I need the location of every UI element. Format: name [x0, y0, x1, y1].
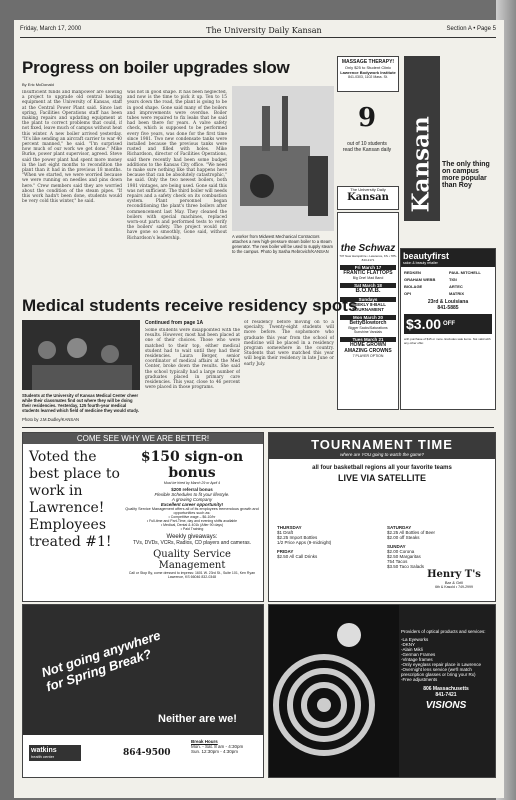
story1-col2: was not in good shape. It has been neglected, and now is the time to pick it up. Ten to 15 years down the road, the plant is going to be in good shape. Gone said many of the boilers and improvements were overdue. Boiler tubes were repaired to fix leaks that he said had been there for years. A valve safety check, which is supposed to be performed every five years, was done for the first time since 1981. Two new condensate tanks were installed because the previous tanks were rusted and filled with holes. Mike Richardson, director of Facilities Operations, said there recently had been some budget additions to the Kansas City office. "We need to make sure nothing like that happens here because that can be absolutely catastrophic," he said. Only the two newest boilers, both 1981 vintages, are being used. Gone said this was not sufficient. The third boiler will needs repairs and a safety check on its combustion system. Plant personnel began reconditioning the plant's three boilers after commencement last May. They cleaned the boilers with special machines, replaced worn-out parts and performed tests to verify the boilers' safety. The project would not have gone so smoothly, Gone said, without Richardson's leadership. [127, 90, 227, 241]
boiler-illustration [232, 86, 334, 231]
beauty-brand: BIOLAGE [404, 284, 423, 289]
story2-continued: Continued from page 1A [145, 320, 204, 326]
schwaz-tues: Tues March 21 [340, 337, 396, 342]
beauty-name: beautyfirst [403, 251, 450, 261]
kansan-masthead-band [404, 56, 440, 221]
story2-col2: of residency before moving on to a specialty. Twenty-eight students will move before. The sophomore who graduate this year from the school of medicine will be placed in a residency program somewhere in the country. Students that were matched this year will begin their residency in late June or early July. [244, 320, 334, 367]
beauty-price-sub: OFF [443, 321, 456, 327]
qsm-growing: A growing Company [171, 497, 213, 502]
story2-col1: Some students were disappointed with the results. However, most had been placed at one of their choices. Those who were matched to their top, either medical student had to wait until they had their residencies. Laura Berger, senior coordinator of medical affairs at the Med Center, broke down the results. She said the school typically had a large number of graduates placed in primary care residencies. This year, close to 46 percent were placed in those programs. [145, 328, 240, 391]
saturday-specials [387, 530, 487, 540]
story1-col1: Insufficient funds and manpower are slowing a project to upgrade old central heating equipment at the University of Kansas, staff at the Central Power Plant said. Since last spring, Facilities Operations staff has been making repairs and updating equipment at the plant to correct problems that could, if not fixed, leave much of campus without heat this winter. A new boiler arrived yesterday. "It's like sending an aircraft carrier to war 40 percent manned," he said. "I'm surprised how much of our work we get done." Mike Burke, power plant supervisor, agreed. Steve said the power plant had spent more money in the last eight months to recondition the plant than it had in the previous 18 months. "When we started, we were worried because we were running on needles and pins down here." Crew members said they are worried about the condition of the steam pipes. "If this work hadn't been done, students would be very cold this winter," he said. [22, 90, 122, 205]
visions-phone: 841-7421 [435, 692, 457, 698]
watkins-hours-title: Break Hours [191, 739, 218, 744]
watkins-health: watkins [31, 747, 57, 754]
header-date: Friday, March 17, 2000 [20, 26, 82, 32]
saturday-label: SATURDAY [387, 525, 412, 530]
visions-service-item: -Only eyeglass repair place in Lawrence [401, 662, 482, 667]
beauty-sub: salon & beauty retailer [403, 261, 438, 265]
beauty-brand: ARTEC [449, 284, 463, 289]
boiler-photo [232, 86, 334, 231]
qsm-quality: Quality Service Management offers all of its employees tremendous growth and opportunities such as: [125, 507, 259, 515]
kansan-small-logo [337, 186, 399, 210]
tournament-live: LIVE VIA SATELLITE [337, 473, 426, 483]
watkins-mon: Mon. - Sat. [191, 744, 214, 749]
qsm-benefit-item: • Paid Training [180, 527, 204, 531]
beauty-brand: REDKEN [404, 270, 421, 275]
schwaz-band4b: 7 PLAYER OPTION [352, 354, 384, 358]
beauty-coupon[interactable] [404, 314, 492, 334]
qsm-referral: $200 referral bonus [171, 487, 213, 492]
schwaz-sunday: Sundays [340, 297, 396, 302]
schwaz-weekly: WEEKLY 8-BALL TOURNAMENT [349, 302, 386, 312]
qsm-banner: COME SEE WHY WE ARE BETTER! [23, 433, 263, 444]
schwaz-address: 737 New Hampshire • Lawrence, KS • 785-843-2171 [339, 254, 397, 262]
massage-phone: 841-0303, 1102 Mass. St. [348, 75, 388, 79]
schwaz-band1b: Big One! Mad Band [352, 276, 384, 280]
tournament-title: TOURNAMENT TIME [311, 437, 453, 452]
thursday-special: 1/2 Price Apps (9-midnight) [277, 540, 332, 545]
quality-service-ad[interactable] [22, 432, 264, 602]
beauty-brand: GRAHAM WEBB [404, 277, 436, 282]
sunday-special: $2.00 Corona [387, 549, 415, 554]
saturday-special: $2.00 off Steaks [387, 535, 420, 540]
qsm-flex: Flexible Schedules to fit your lifestyle. [154, 492, 230, 497]
watkins-sun: Sun. [191, 749, 201, 754]
qsm-apply: Call or Stop By, come dressed to impress: 1601 W. 23rd St., Suite 101, Ken Ryan Lawrence, KS 66046 832-0348 [128, 571, 256, 579]
massage-sub: Only $25 to Student Clinic [344, 65, 392, 70]
visions-service-item: -German Frames [401, 652, 436, 657]
saturday-special: $2.25 All Bottles of Beer [387, 530, 436, 535]
watkins-phone: 864-9500 [123, 748, 171, 758]
massage-ad[interactable] [337, 56, 399, 92]
beauty-price: $3.00 [406, 316, 442, 332]
henrys-name: Henry T's [427, 569, 481, 580]
qsm-career: Excellent career opportunity! [160, 502, 224, 507]
kansan-vertical-name: Kansan [407, 116, 435, 213]
story1-byline: By Eric McDonald [22, 82, 54, 87]
beauty-brand: OPI [404, 291, 411, 296]
visions-address: 806 Massachusetts [423, 686, 469, 692]
qsm-bonus: $150 sign-on bonus [140, 449, 244, 481]
visions-service-item: -Alain Mikli [401, 647, 423, 652]
kansan-ad [400, 56, 494, 226]
visions-service-item: -La Eyeworks [401, 637, 429, 642]
beautyfirst-ad[interactable] [400, 248, 496, 410]
watkins-sat-hours: 8 am - 4:30pm [214, 744, 244, 749]
qsm-benefit-item: • Medical, Dental & 401k (After 90 days) [160, 523, 224, 527]
friday-special: $2.50 All Call Drinks [277, 554, 318, 559]
sunday-specials [387, 549, 487, 569]
watkins-ad[interactable] [22, 604, 264, 778]
watkins-health-sub: health center [31, 754, 55, 759]
story2-headline: Medical students receive residency spots [22, 296, 358, 315]
schwaz-mon: Mon March 20 [340, 315, 396, 320]
watkins-neither: Neither are we! [158, 713, 237, 725]
visions-name: VISIONS [425, 700, 467, 711]
header-section: Section A • Page 5 [446, 26, 496, 32]
qsm-giveaways: TVs, DVDs, VCRs, Radios, CD players and cameras. [132, 540, 252, 546]
beauty-brand-list [401, 267, 495, 299]
thursday-label: THURSDAY [277, 525, 302, 530]
watkins-sun-hours: 12:30pm - 4:30pm [201, 749, 239, 754]
kansan-small-name: Kansan [347, 192, 389, 203]
readers-number: 9 [357, 103, 377, 133]
qsm-voted: Voted the best place to work in Lawrence! Employees treated #1! [29, 449, 120, 550]
sunday-label: SUNDAY [387, 544, 406, 549]
sunday-special: $2.50 Margaritas [387, 554, 421, 559]
beauty-brand: PAUL MITCHELL [449, 270, 481, 275]
page-header [20, 26, 496, 38]
qsm-benefit-item: • Full-time and Part-Time, day and evening shifts available [146, 519, 238, 523]
thursday-special: $2.25 Import Bottles [277, 535, 318, 540]
qsm-weekly: Weekly giveaways: [166, 534, 218, 540]
qsm-benefit-item: • Competitive wage – $6-10/hr [168, 515, 216, 519]
beauty-brand: TIGI [449, 277, 457, 282]
friday-label: FRIDAY [277, 549, 294, 554]
visions-intro: Providers of optical products and services: [401, 629, 486, 634]
thursday-special: $1 Draft [277, 530, 294, 535]
henrys-sub: Bar & Grill [444, 580, 464, 585]
thursday-specials [277, 530, 377, 545]
story1-headline: Progress on boiler upgrades slow [22, 58, 290, 77]
tournament-games: all four basketball regions all your favorite teams [312, 465, 452, 471]
beauty-address: 23rd & Louisiana [427, 299, 469, 305]
visions-services [401, 637, 491, 682]
schwaz-band3: BettyBlowtorch [349, 320, 387, 326]
med-photo-caption: Students at the University of Kansas Medical Center cheer while their classmates find out where they will be doing their residencies. Yesterday, 125 fourth-year medical students learned which field of medicine they would study. [22, 393, 139, 413]
readers-line2: read the Kansan daily [342, 147, 392, 153]
schwaz-band3c: Sunshine Vandals [354, 330, 382, 334]
beauty-fine: with purchase of $15 or more. Excludes sale items. Not valid with any other offer. [404, 337, 491, 345]
readers-line1: out of 10 students [347, 141, 387, 147]
visions-service-item: -Overnight lens service (we'll match prescription glasses or bring your Rx) [401, 667, 476, 677]
schwaz-name: the Schwaz [340, 243, 396, 254]
med-students-illustration [22, 320, 140, 390]
henrys-address: 6th & Kasold • 749-2999 [435, 585, 473, 589]
beauty-phone: 841-5885 [437, 305, 459, 311]
qsm-bonus-sub: Must be hired by March 29 or April 4 [163, 481, 221, 485]
med-students-photo [22, 320, 140, 390]
schwaz-event1: Fri March 17 [340, 265, 396, 270]
visions-spiral-graphic [269, 605, 399, 777]
massage-title: MASSAGE THERAPY! [341, 59, 395, 65]
visions-service-item: -Free adjustments [401, 677, 438, 682]
visions-ad[interactable] [268, 604, 496, 778]
sunday-special: $3.50 Taco Salads [387, 564, 424, 569]
tournament-sub: where are YOU going to watch the game? [340, 452, 424, 457]
boiler-photo-caption: A worker from Midwest Mechanical Contractors attaches a new high-pressure steam boiler to a steam generator. The new boiler will be used to supply steam to the campus. Photo by Sasha Rebrovich/KANSAN [232, 234, 333, 254]
qsm-benefit-list [125, 515, 259, 531]
kansan-small-paper: The University Daily [350, 187, 386, 192]
beauty-brand: MATRIX [449, 291, 465, 296]
visions-service-item: -Vintage frames [401, 657, 433, 662]
kansan-tagline: The only thing on campus more popular than Roy [442, 161, 490, 189]
schwaz-band1: FRANTIC FLATTOPS [343, 270, 393, 276]
schwaz-band2: B.O.M.B. [355, 288, 381, 294]
schwaz-band4: HOME GROWN AMAZING CROWNS [344, 342, 392, 354]
med-photo-credit: Photo by J.M.Dudley/KANSAN [22, 417, 80, 422]
schwaz-event2: Sat March 18 [340, 283, 396, 288]
massage-school: Lawrence Bodywork Institute [340, 70, 396, 75]
visions-service-item: -DKNY [401, 642, 416, 647]
divider-1 [22, 427, 494, 428]
sunday-special: 754 Tacos [387, 559, 408, 564]
qsm-company: Quality Service Management [153, 549, 231, 571]
header-paper: The University Daily Kansan [206, 26, 322, 35]
tournament-ad[interactable] [268, 432, 496, 602]
readers-ad [337, 93, 397, 183]
watkins-promo: Not going anywhere for Spring Break? [39, 627, 163, 695]
friday-specials [277, 554, 377, 559]
schwaz-band3b: Bigger Sacks/Saturations [348, 326, 388, 330]
